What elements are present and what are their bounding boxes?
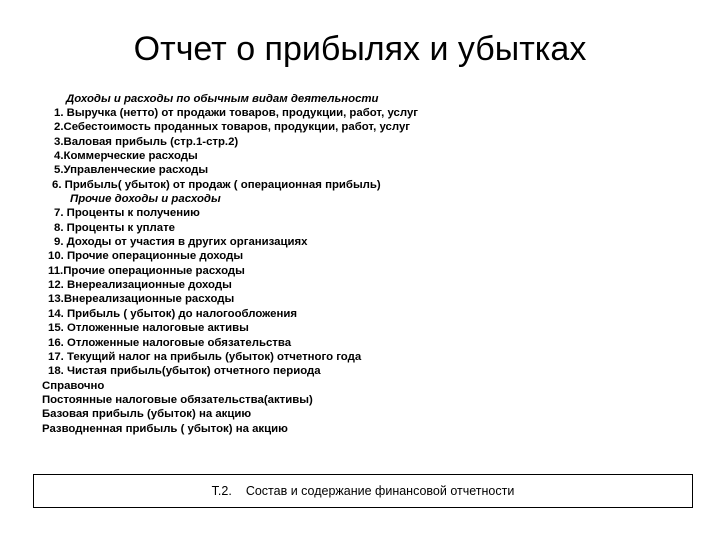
list-item: 8. Проценты к уплате	[54, 222, 176, 234]
list-item: 10. Прочие операционные доходы	[48, 250, 244, 262]
list-item: 9. Доходы от участия в других организациях	[54, 236, 308, 248]
list-item: 7. Проценты к получению	[54, 207, 200, 219]
list-item: 15. Отложенные налоговые активы	[48, 322, 249, 334]
list-item: Постоянные налоговые обязательства(активы)	[42, 394, 313, 406]
list-item: 2.Себестоимость проданных товаров, продукции, работ, услуг	[54, 121, 411, 133]
list-item: 3.Валовая прибыль (стр.1-стр.2)	[54, 136, 239, 148]
list-item: Разводненная прибыль ( убыток) на акцию	[42, 423, 288, 435]
list-item: 13.Внереализационные расходы	[48, 293, 235, 305]
list-item: 12. Внереализационные доходы	[48, 279, 232, 291]
section-header-ordinary: Доходы и расходы по обычным видам деятельности	[66, 93, 379, 105]
list-item: 14. Прибыль ( убыток) до налогообложения	[48, 308, 297, 320]
page-title: Отчет о прибылях и убытках	[133, 30, 587, 68]
list-item: 6. Прибыль( убыток) от продаж ( операционная прибыль)	[52, 179, 381, 191]
footer-text: Состав и содержание финансовой отчетности	[245, 484, 515, 498]
list-item: 16. Отложенные налоговые обязательства	[48, 337, 292, 349]
list-item: 5.Управленческие расходы	[54, 164, 209, 176]
list-item: Базовая прибыль (убыток) на акцию	[42, 408, 252, 420]
list-item: 4.Коммерческие расходы	[54, 150, 198, 162]
list-item: 17. Текущий налог на прибыль (убыток) отчетного года	[48, 351, 362, 363]
section-header-reference: Справочно	[42, 380, 105, 392]
list-item: 18. Чистая прибыль(убыток) отчетного периода	[48, 365, 321, 377]
list-item: 11.Прочие операционные расходы	[48, 265, 245, 277]
footer-caption	[33, 474, 693, 508]
list-item: 1. Выручка (нетто) от продажи товаров, продукции, работ, услуг	[54, 107, 419, 119]
footer-code: Т.2.	[211, 484, 232, 498]
section-header-other: Прочие доходы и расходы	[70, 193, 221, 205]
